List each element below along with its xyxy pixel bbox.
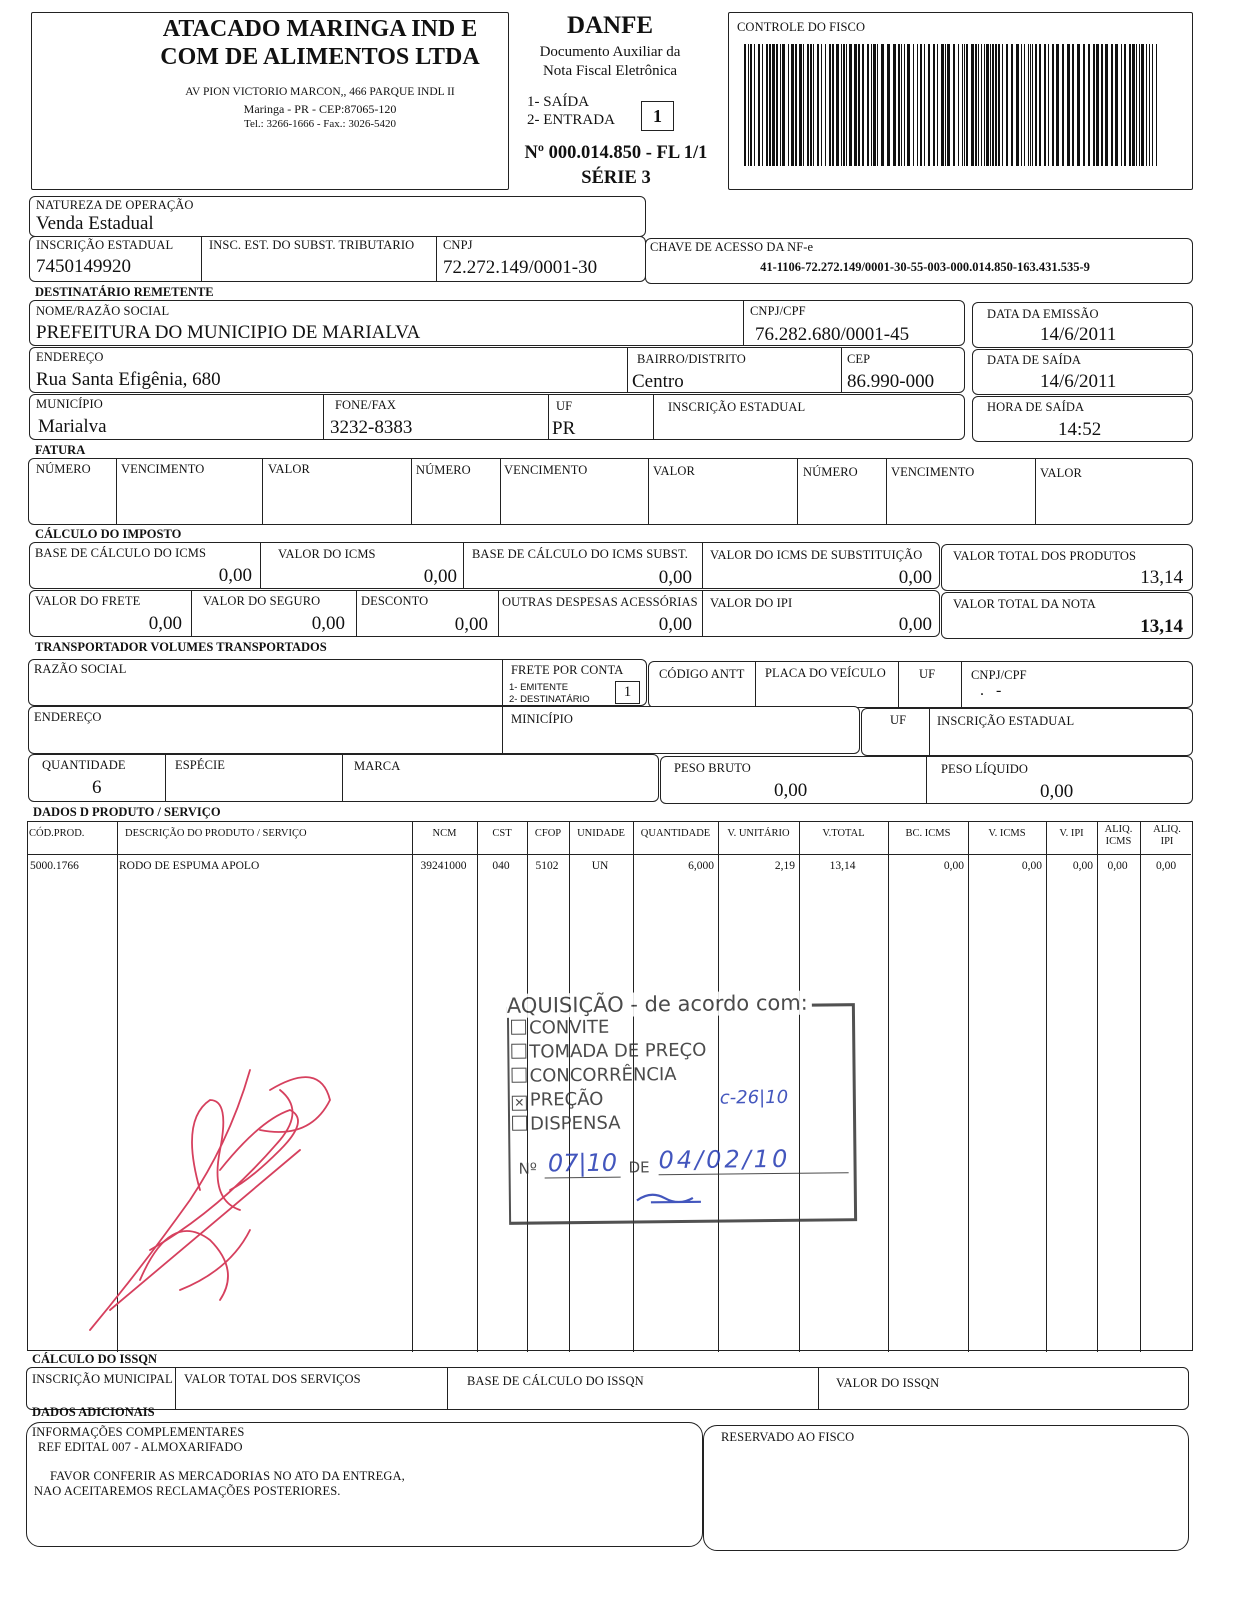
fatura-valor-2: VALOR bbox=[653, 464, 695, 478]
table-header: V.TOTAL bbox=[822, 828, 865, 839]
transp-peso-bruto: 0,00 bbox=[774, 780, 808, 801]
dest-emissao: 14/6/2011 bbox=[1040, 324, 1117, 345]
table-cell: 0,00 bbox=[1021, 860, 1042, 872]
transp-razao-label: RAZÃO SOCIAL bbox=[34, 662, 127, 676]
table-cell: 5000.1766 bbox=[30, 860, 79, 872]
table-header: CST bbox=[492, 828, 512, 839]
valor-icms-label: VALOR DO ICMS bbox=[278, 547, 376, 561]
stamp-title: AQUISIÇÃO - de acordo com: bbox=[507, 991, 812, 1018]
stamp-option: DISPENSA bbox=[512, 1113, 621, 1135]
transp-municipio-label: MINICÍPIO bbox=[511, 712, 574, 726]
fatura-valor-1: VALOR bbox=[268, 462, 310, 476]
info-line3: NAO ACEITAREMOS RECLAMAÇÕES POSTERIORES. bbox=[34, 1484, 341, 1498]
aquisicao-stamp bbox=[506, 990, 857, 1225]
natureza-label: NATUREZA DE OPERAÇÃO bbox=[36, 198, 194, 212]
dest-fone-label: FONE/FAX bbox=[335, 398, 396, 412]
info-line1: REF EDITAL 007 - ALMOXARIFADO bbox=[38, 1440, 243, 1454]
frete: 0,00 bbox=[148, 613, 182, 634]
stamp-checkbox-icon: ✕ bbox=[512, 1096, 527, 1111]
danfe-subtitle-1: Documento Auxiliar da bbox=[539, 44, 681, 60]
dest-bairro: Centro bbox=[632, 371, 684, 392]
stamp-option: CONCORRÊNCIA bbox=[511, 1064, 676, 1087]
dest-uf-label: UF bbox=[556, 399, 573, 413]
dest-municipio: Marialva bbox=[38, 416, 107, 437]
base-subst-label: BASE DE CÁLCULO DO ICMS SUBST. bbox=[472, 547, 688, 561]
table-cell: 5102 bbox=[535, 860, 559, 872]
transp-peso-liquido: 0,00 bbox=[1040, 781, 1074, 802]
dest-hora: 14:52 bbox=[1058, 419, 1102, 440]
table-header: QUANTIDADE bbox=[640, 828, 711, 839]
stamp-option: TOMADA DE PREÇO bbox=[511, 1040, 706, 1063]
stamp-data: 04/02/10 bbox=[658, 1144, 848, 1175]
fatura-numero-3: NÚMERO bbox=[803, 465, 858, 479]
table-cell: 6,000 bbox=[688, 860, 714, 872]
issqn-section: CÁLCULO DO ISSQN bbox=[32, 1352, 158, 1366]
cnpj-label: CNPJ bbox=[443, 238, 473, 252]
ie-subst-label: INSC. EST. DO SUBST. TRIBUTARIO bbox=[209, 238, 415, 252]
icms-subst: 0,00 bbox=[898, 567, 932, 588]
transp-cnpj: . - bbox=[980, 682, 1002, 699]
table-cell: 39241000 bbox=[420, 860, 467, 872]
table-cell: UN bbox=[591, 860, 609, 872]
info-label: INFORMAÇÕES COMPLEMENTARES bbox=[32, 1425, 245, 1439]
fisco-label: RESERVADO AO FISCO bbox=[721, 1430, 855, 1444]
table-header: BC. ICMS bbox=[905, 828, 951, 839]
table-header: V. ICMS bbox=[988, 828, 1026, 839]
table-cell: RODO DE ESPUMA APOLO bbox=[119, 860, 260, 872]
emitente-city: Maringa - PR - CEP:87065-120 bbox=[243, 102, 397, 116]
total-prod-label: VALOR TOTAL DOS PRODUTOS bbox=[953, 549, 1137, 563]
dest-cnpj: 76.282.680/0001-45 bbox=[755, 324, 910, 345]
table-header: CÓD.PROD. bbox=[29, 828, 85, 839]
table-cell: 0,00 bbox=[1072, 860, 1093, 872]
table-cell: 0,00 bbox=[1155, 860, 1177, 872]
emitente-name-line2: COM DE ALIMENTOS LTDA bbox=[160, 44, 480, 70]
danfe-subtitle-2: Nota Fiscal Eletrônica bbox=[542, 63, 678, 79]
dest-saida: 14/6/2011 bbox=[1040, 371, 1117, 392]
table-header: V. UNITÁRIO bbox=[727, 828, 790, 839]
transp-frete-op1: 1- EMITENTE bbox=[509, 682, 569, 693]
table-header: UNIDADE bbox=[577, 828, 625, 839]
dest-endereco-label: ENDEREÇO bbox=[36, 350, 104, 364]
table-header: DESCRIÇÃO DO PRODUTO / SERVIÇO bbox=[125, 828, 307, 839]
transp-uf-label: UF bbox=[919, 667, 936, 681]
dest-hora-label: HORA DE SAÍDA bbox=[987, 400, 1085, 414]
ipi: 0,00 bbox=[898, 614, 932, 635]
transp-endereco-box bbox=[28, 706, 860, 754]
table-header: CFOP bbox=[534, 828, 562, 839]
desconto-label: DESCONTO bbox=[361, 594, 429, 608]
table-cell: 2,19 bbox=[774, 860, 795, 872]
table-cell: 040 bbox=[492, 860, 510, 872]
outras: 0,00 bbox=[658, 614, 692, 635]
seguro-label: VALOR DO SEGURO bbox=[203, 594, 321, 608]
chave-label: CHAVE DE ACESSO DA NF-e bbox=[650, 240, 814, 254]
stamp-data-label: DE bbox=[628, 1158, 650, 1177]
issqn-base-label: BASE DE CÁLCULO DO ISSQN bbox=[467, 1374, 644, 1388]
icms-subst-label: VALOR DO ICMS DE SUBSTITUIÇÃO bbox=[710, 548, 923, 562]
dest-saida-label: DATA DE SAÍDA bbox=[987, 353, 1082, 367]
signature bbox=[80, 1030, 340, 1340]
stamp-checkbox-icon bbox=[511, 1020, 526, 1035]
transp-ie-label: INSCRIÇÃO ESTADUAL bbox=[937, 714, 1075, 728]
emitente-name-line1: ATACADO MARINGA IND E bbox=[162, 16, 478, 42]
issqn-servicos-label: VALOR TOTAL DOS SERVIÇOS bbox=[184, 1372, 361, 1386]
total-prod: 13,14 bbox=[1140, 567, 1183, 588]
emitente-address: AV PION VICTORIO MARCON,, 466 PARQUE INDL II bbox=[185, 86, 455, 98]
valor-icms: 0,00 bbox=[423, 566, 457, 587]
issqn-im-label: INSCRIÇÃO MUNICIPAL bbox=[32, 1372, 173, 1386]
transp-especie-label: ESPÉCIE bbox=[175, 758, 226, 772]
imposto-section: CÁLCULO DO IMPOSTO bbox=[35, 527, 182, 541]
stamp-note: c-26|10 bbox=[719, 1086, 789, 1109]
info-line2: FAVOR CONFERIR AS MERCADORIAS NO ATO DA ENTREGA, bbox=[50, 1469, 405, 1483]
dest-nome: PREFEITURA DO MUNICIPIO DE MARIALVA bbox=[36, 322, 421, 343]
destinatario-section: DESTINATÁRIO REMETENTE bbox=[35, 285, 214, 299]
danfe-number: Nº 000.014.850 - FL 1/1 bbox=[524, 143, 708, 163]
dest-municipio-label: MUNICÍPIO bbox=[36, 397, 103, 411]
fatura-vencimento-3: VENCIMENTO bbox=[891, 465, 975, 479]
dest-fone: 3232-8383 bbox=[330, 417, 413, 438]
dest-nome-label: NOME/RAZÃO SOCIAL bbox=[36, 304, 170, 318]
dest-bairro-label: BAIRRO/DISTRITO bbox=[637, 352, 746, 366]
transp-peso-liquido-label: PESO LÍQUIDO bbox=[941, 762, 1028, 776]
total-nota-label: VALOR TOTAL DA NOTA bbox=[953, 597, 1096, 611]
table-header: NCM bbox=[432, 828, 457, 839]
outras-label: OUTRAS DESPESAS ACESSÓRIAS bbox=[502, 595, 698, 609]
transp-qtd-label: QUANTIDADE bbox=[42, 758, 126, 772]
table-header: ALIQ. ICMS bbox=[1104, 824, 1133, 847]
transp-marca-label: MARCA bbox=[354, 759, 401, 773]
controle-fisco-label: CONTROLE DO FISCO bbox=[737, 20, 866, 34]
frete-label: VALOR DO FRETE bbox=[35, 594, 141, 608]
transp-placa-label: PLACA DO VEÍCULO bbox=[765, 666, 886, 680]
transp-frete-value: 1 bbox=[615, 681, 640, 704]
chave-value: 41-1106-72.272.149/0001-30-55-003-000.014.850-163.431.535-9 bbox=[760, 260, 1090, 274]
table-cell: 13,14 bbox=[829, 860, 856, 872]
seguro: 0,00 bbox=[311, 613, 345, 634]
table-header: ALIQ. IPI bbox=[1153, 824, 1181, 847]
desconto: 0,00 bbox=[454, 614, 488, 635]
danfe-saida: 1- SAÍDA bbox=[527, 94, 590, 110]
dest-uf: PR bbox=[552, 418, 576, 439]
stamp-checkbox-icon bbox=[511, 1044, 526, 1059]
table-cell: 0,00 bbox=[943, 860, 964, 872]
danfe-entrada: 2- ENTRADA bbox=[527, 112, 615, 128]
dest-cep-label: CEP bbox=[847, 352, 871, 366]
transportador-section: TRANSPORTADOR VOLUMES TRANSPORTADOS bbox=[35, 640, 327, 654]
danfe-serie: SÉRIE 3 bbox=[581, 168, 651, 188]
issqn-valor-label: VALOR DO ISSQN bbox=[836, 1376, 940, 1390]
base-icms-label: BASE DE CÁLCULO DO ICMS bbox=[35, 546, 207, 560]
transp-endereco-label: ENDEREÇO bbox=[34, 710, 102, 724]
transp-frete-label: FRETE POR CONTA bbox=[511, 663, 624, 677]
fatura-vencimento-1: VENCIMENTO bbox=[121, 462, 205, 476]
ie-label: INSCRIÇÃO ESTADUAL bbox=[36, 238, 174, 252]
transp-uf2-label: UF bbox=[890, 713, 907, 727]
barcode bbox=[744, 44, 1162, 166]
adicionais-section: DADOS ADICIONAIS bbox=[32, 1405, 155, 1419]
danfe-title: DANFE bbox=[566, 12, 654, 39]
fatura-valor-3: VALOR bbox=[1040, 466, 1082, 480]
dest-endereco: Rua Santa Efigênia, 680 bbox=[36, 369, 221, 390]
emitente-phone: Tel.: 3266-1666 - Fax.: 3026-5420 bbox=[244, 118, 396, 130]
transp-peso-bruto-label: PESO BRUTO bbox=[674, 761, 751, 775]
produtos-section: DADOS D PRODUTO / SERVIÇO bbox=[33, 805, 221, 819]
ie-value: 7450149920 bbox=[36, 256, 131, 277]
natureza-value: Venda Estadual bbox=[36, 213, 154, 234]
dest-cep: 86.990-000 bbox=[847, 371, 935, 392]
transp-cnpj-label: CNPJ/CPF bbox=[971, 668, 1027, 682]
table-cell: 0,00 bbox=[1107, 860, 1128, 872]
dest-ie-label: INSCRIÇÃO ESTADUAL bbox=[668, 400, 806, 414]
stamp-initials bbox=[631, 1186, 711, 1211]
table-header: V. IPI bbox=[1059, 828, 1084, 839]
fatura-numero-2: NÚMERO bbox=[416, 463, 471, 477]
dest-cnpj-label: CNPJ/CPF bbox=[750, 304, 806, 318]
transp-frete-op2: 2- DESTINATÁRIO bbox=[509, 694, 590, 705]
fatura-numero-1: NÚMERO bbox=[36, 462, 91, 476]
stamp-option: CONVITE bbox=[511, 1017, 609, 1039]
ipi-label: VALOR DO IPI bbox=[710, 596, 793, 610]
stamp-checkbox-icon bbox=[512, 1068, 527, 1083]
stamp-checkbox-icon bbox=[512, 1116, 527, 1131]
base-icms: 0,00 bbox=[218, 565, 252, 586]
stamp-numero: 07|10 bbox=[544, 1149, 620, 1179]
base-subst: 0,00 bbox=[658, 567, 692, 588]
dest-emissao-label: DATA DA EMISSÃO bbox=[987, 307, 1099, 321]
dest-municipio-box bbox=[29, 394, 965, 440]
stamp-option: ✕ PREÇÃO bbox=[512, 1089, 604, 1111]
stamp-numero-label: Nº bbox=[518, 1159, 537, 1178]
transp-antt-label: CÓDIGO ANTT bbox=[659, 667, 745, 681]
cnpj-value: 72.272.149/0001-30 bbox=[443, 257, 598, 278]
fatura-vencimento-2: VENCIMENTO bbox=[504, 463, 588, 477]
transp-qtd: 6 bbox=[92, 777, 102, 798]
danfe-type-box: 1 bbox=[641, 101, 674, 131]
fatura-section: FATURA bbox=[35, 443, 86, 457]
total-nota: 13,14 bbox=[1140, 616, 1183, 637]
